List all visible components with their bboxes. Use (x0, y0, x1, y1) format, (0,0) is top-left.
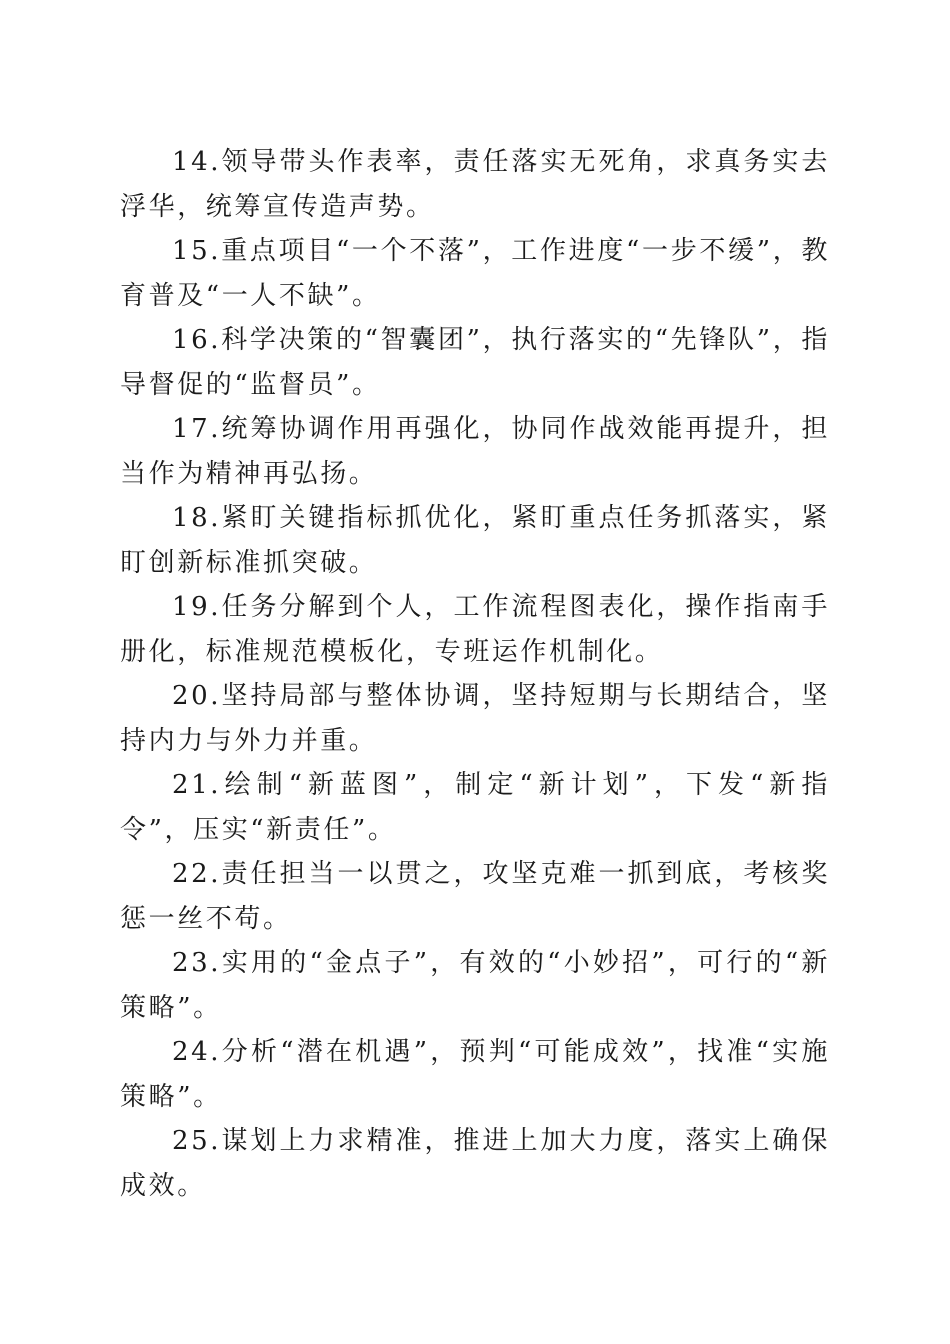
list-item: 17.统筹协调作用再强化，协同作战效能再提升，担当作为精神再弘扬。 (120, 414, 830, 489)
list-item: 16.科学决策的“智囊团”，执行落实的“先锋队”，指导督促的“监督员”。 (120, 325, 830, 400)
list-item: 18.紧盯关键指标抓优化，紧盯重点任务抓落实，紧盯创新标准抓突破。 (120, 503, 830, 578)
list-item: 24.分析“潜在机遇”，预判“可能成效”，找准“实施策略”。 (120, 1037, 830, 1112)
list-item: 21.绘制“新蓝图”，制定“新计划”，下发“新指令”，压实“新责任”。 (120, 770, 830, 845)
list-item: 19.任务分解到个人，工作流程图表化，操作指南手册化，标准规范模板化，专班运作机制化。 (120, 592, 830, 667)
list-item: 20.坚持局部与整体协调，坚持短期与长期结合，坚持内力与外力并重。 (120, 681, 830, 756)
list-item: 25.谋划上力求精准，推进上加大力度，落实上确保成效。 (120, 1126, 830, 1201)
document-body (120, 140, 830, 1208)
list-item: 14.领导带头作表率，责任落实无死角，求真务实去浮华，统筹宣传造声势。 (120, 147, 830, 222)
list-item: 23.实用的“金点子”，有效的“小妙招”，可行的“新策略”。 (120, 948, 830, 1023)
list-item: 22.责任担当一以贯之，攻坚克难一抓到底，考核奖惩一丝不苟。 (120, 859, 830, 934)
list-item: 15.重点项目“一个不落”，工作进度“一步不缓”，教育普及“一人不缺”。 (120, 236, 830, 311)
